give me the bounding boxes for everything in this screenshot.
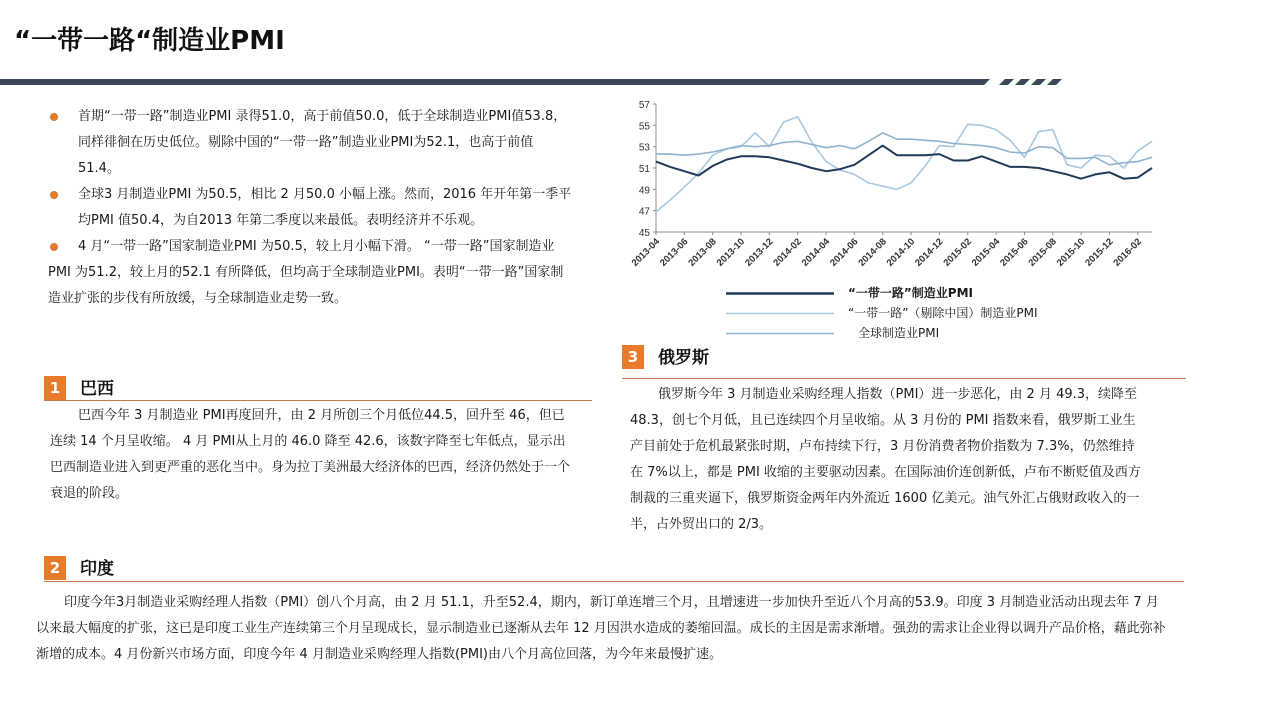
section-header-russia xyxy=(622,345,1182,371)
pmi-line-chart xyxy=(628,96,1158,286)
legend-item xyxy=(726,303,1106,323)
x-tick-label: 2015-12 xyxy=(1083,236,1116,269)
page-title: “一带一路“制造业PMI xyxy=(14,26,285,56)
x-tick-label: 2015-04 xyxy=(969,236,1003,269)
section-title: 俄罗斯 xyxy=(658,348,709,368)
x-tick-label: 2015-02 xyxy=(941,236,974,269)
x-tick-label: 2015-06 xyxy=(998,236,1031,269)
x-tick-label: 2014-12 xyxy=(913,236,946,269)
section-header-india xyxy=(44,556,1184,582)
bullet-dot-icon xyxy=(50,113,58,121)
section-rule xyxy=(44,400,592,401)
bullet-item: 4 月“一带一路”国家制造业PMI 为50.5，较上月小幅下滑。 “一带一路”国家制造业PMI 为51.2，较上月的52.1 有所降低，但均高于全球制造业PMI。表明“一带一路”国家制造业扩张的步伐有所放缓，与全球制造业走势一致。 xyxy=(48,239,564,306)
title-stripe xyxy=(1047,79,1062,85)
chart-legend xyxy=(726,283,1106,343)
x-tick-label: 2013-08 xyxy=(686,236,719,269)
x-tick-label: 2013-12 xyxy=(743,236,776,269)
x-tick-label: 2016-02 xyxy=(1111,236,1144,269)
y-tick-label: 49 xyxy=(638,185,650,197)
x-tick-label: 2014-06 xyxy=(828,236,861,269)
series-line-3 xyxy=(656,133,1152,165)
x-tick-label: 2013-04 xyxy=(629,236,663,269)
title-stripe xyxy=(999,79,1014,85)
bullet-item: 全球3 月制造业PMI 为50.5，相比 2 月50.0 小幅上涨。然而，2016 年开年第一季平均PMI 值50.4，为自2013 年第二季度以来最低。表明经济并不乐观。 xyxy=(48,182,573,234)
section-number: 1 xyxy=(44,376,66,400)
section-rule xyxy=(622,378,1186,379)
y-tick-label: 47 xyxy=(638,206,650,218)
bullet-dot-icon xyxy=(50,243,58,251)
bullet-dot-icon xyxy=(50,191,58,199)
legend-swatch xyxy=(726,332,834,335)
legend-item xyxy=(726,283,1106,303)
x-tick-label: 2015-10 xyxy=(1054,236,1088,269)
y-tick-label: 45 xyxy=(638,228,650,239)
x-tick-label: 2014-04 xyxy=(799,236,833,269)
section-number: 3 xyxy=(622,345,644,369)
legend-label: 全球制造业PMI xyxy=(858,326,940,340)
title-stripe xyxy=(1031,79,1046,85)
legend-swatch xyxy=(726,312,834,315)
section-rule xyxy=(44,581,1184,582)
brazil-paragraph: 巴西今年 3 月制造业 PMI再度回升，由 2 月所创三个月低位44.5，回升至 46，但已连续 14 个月呈收缩。 4 月 PMI从上月的 46.0 降至 42.6，该数字降至七年低点，显示出巴西制造业进入到更严重的恶化当中。身为拉丁美洲最大经济体的巴西，经济仍然处于一个衰退的阶段。 xyxy=(50,408,571,501)
title-stripe xyxy=(1015,79,1030,85)
legend-swatch xyxy=(726,292,834,295)
x-tick-label: 2013-06 xyxy=(658,236,691,269)
x-tick-label: 2014-02 xyxy=(771,236,804,269)
y-tick-label: 51 xyxy=(638,164,650,175)
bullet-item: 首期“一带一路”制造业PMI 录得51.0，高于前值50.0，低于全球制造业PMI值53.8，同样徘徊在历史低位。剔除中国的“一带一路”制造业业PMI为52.1，也高于前值51.4。 xyxy=(48,104,573,182)
section-number: 2 xyxy=(44,556,66,580)
summary-bullets xyxy=(48,104,573,312)
x-tick-label: 2013-10 xyxy=(714,236,748,269)
x-tick-label: 2014-08 xyxy=(856,236,889,269)
section-title: 巴西 xyxy=(80,379,114,399)
y-tick-label: 57 xyxy=(638,100,650,111)
legend-label: “一带一路”（剔除中国）制造业PMI xyxy=(848,306,1038,320)
x-tick-label: 2014-10 xyxy=(884,236,918,269)
legend-item xyxy=(726,323,1106,343)
y-tick-label: 53 xyxy=(638,142,650,154)
section-header-brazil xyxy=(44,376,604,402)
india-paragraph: 印度今年3月制造业采购经理人指数（PMI）创八个月高，由 2 月 51.1，升至52.4，期内，新订单连增三个月，且增速进一步加快升至近八个月高的53.9。印度 3 月制造业活动出现去年 7 月以来最大幅度的扩张，这已是印度工业生产连续第三个月呈现成长，显示制造业已逐渐从去年 12 月因洪水造成的萎缩回温。成长的主因是需求渐增。强劲的需求让企业得以调升产品价格，藉此弥补渐增的成本。4 月份新兴市场方面，印度今年 4 月制造业采购经理人指数(PMI)由八个月高位回落，为今年来最慢扩速。 xyxy=(36,595,1166,662)
x-tick-label: 2015-08 xyxy=(1026,236,1059,269)
title-underline xyxy=(0,79,990,85)
series-line-2 xyxy=(656,117,1152,212)
section-title: 印度 xyxy=(80,559,114,579)
series-line-1 xyxy=(656,146,1152,179)
russia-paragraph: 俄罗斯今年 3 月制造业采购经理人指数（PMI）进一步恶化，由 2 月 49.3，续降至 48.3，创七个月低，且已连续四个月呈收缩。从 3 月份的 PMI 指数来看，俄罗斯工业生产目前处于危机最紧张时期，卢布持续下行，3 月份消费者物价指数为 7.3%，仍然维持在 7%以上，都是 PMI 收缩的主要驱动因素。在国际油价连创新低，卢布不断贬值及西方制裁的三重夹逼下，俄罗斯资金两年内外流近 1600 亿美元。油气外汇占俄财政收入的一半，占外贸出口的 2/3。 xyxy=(630,387,1141,532)
y-tick-label: 55 xyxy=(638,121,650,133)
legend-label: “一带一路”制造业PMI xyxy=(848,286,973,300)
